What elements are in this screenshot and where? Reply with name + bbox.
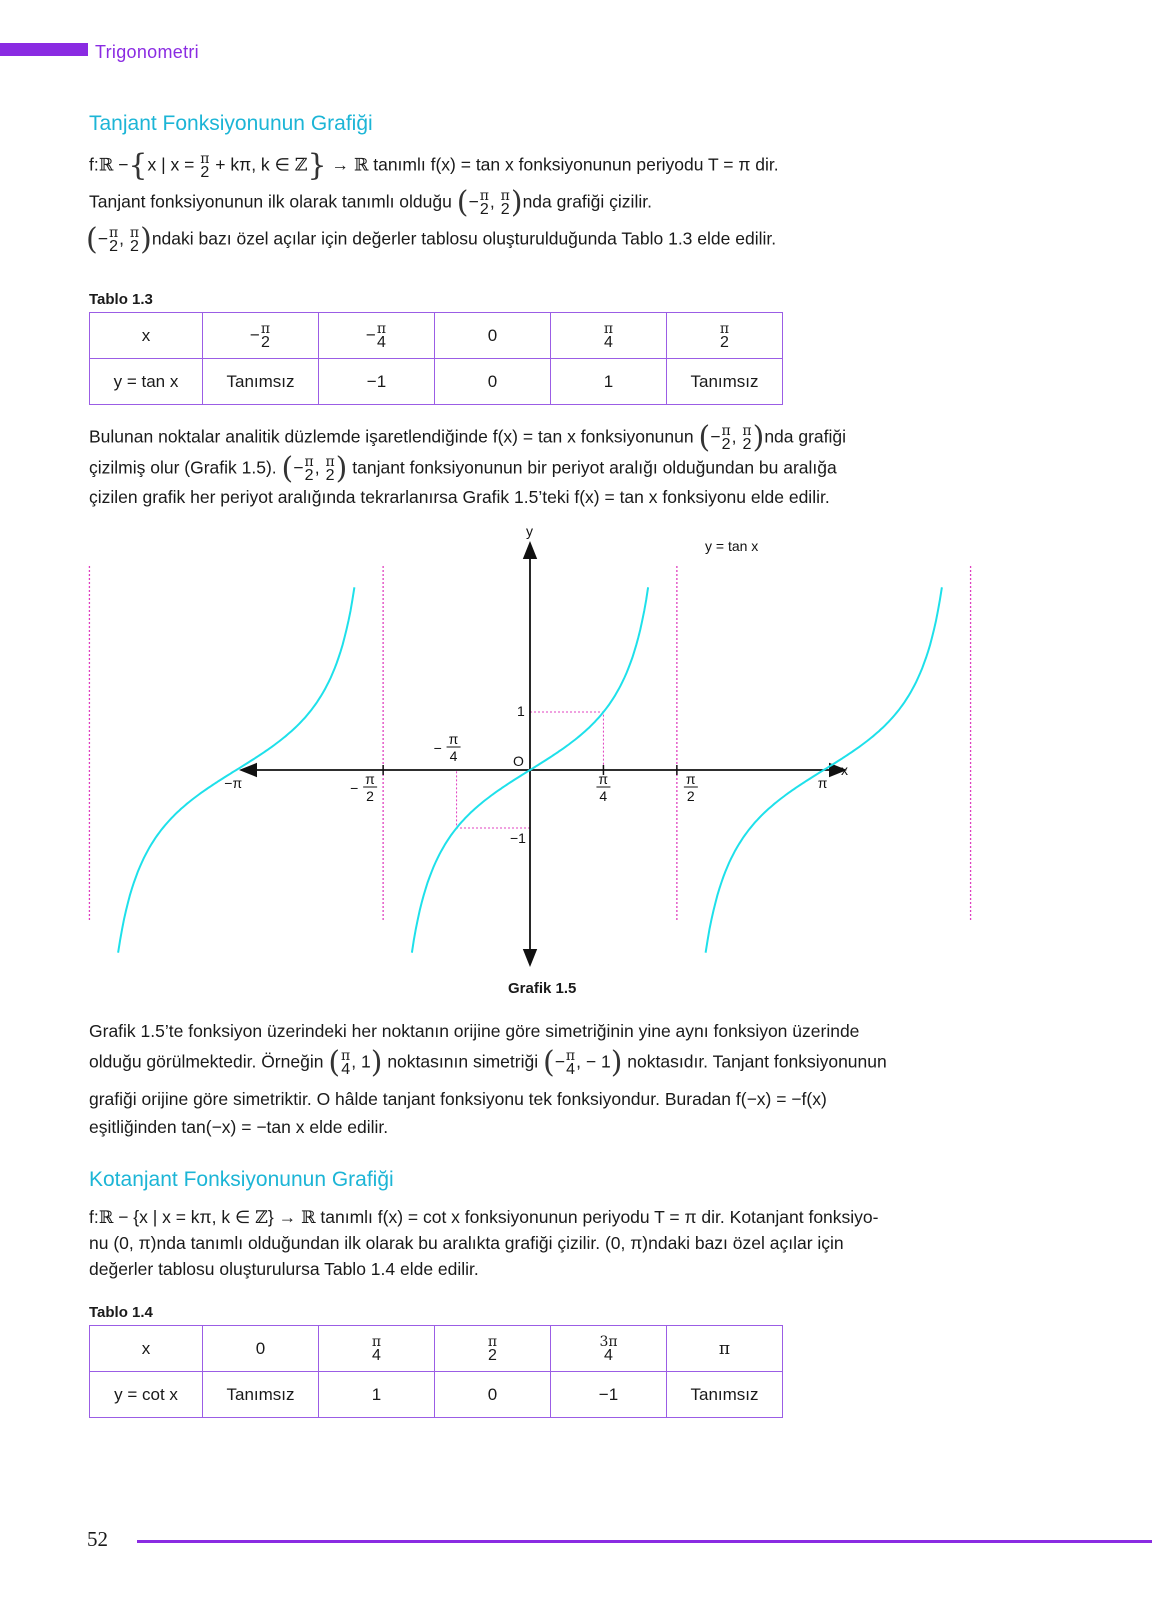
cotangent-definition-line: f:ℝ − {x | x = kπ, k ∈ ℤ} → ℝ tanımlı f(x) = cot x fonksiyonunun periyodu T = π dir. Kotanjant fonksiyo- (89, 1207, 879, 1228)
table-cell: 1 (551, 359, 667, 405)
table-head-y: y = cot x (90, 1372, 203, 1418)
table-cell: − π 2 (203, 313, 319, 359)
x-tick-neg-pi4-num: π (448, 731, 459, 747)
table-cell: Tanımsız (203, 1372, 319, 1418)
x-tick-pi4-den: 4 (599, 788, 608, 804)
y-tick-1: 1 (517, 703, 525, 719)
tangent-definition-line: f:ℝ −{x | x = π 2 + kπ, k ∈ ℤ} → ℝ tanımlı f(x) = tan x fonksiyonunun periyodu T = π dir. (89, 148, 779, 183)
table-cell: π 4 (551, 313, 667, 359)
tangent-values-table (89, 312, 783, 405)
table-row (90, 313, 783, 359)
paragraph-2-line-2: çizilmiş olur (Grafik 1.5). (− π 2 , π 2 ) tanjant fonksiyonunun bir periyot aralığı olduğundan bu aralığa (89, 451, 837, 486)
paragraph-2-line-1: Bulunan noktalar analitik düzlemde işaretlendiğinde f(x) = tan x fonksiyonunun (− π 2 , π 2 )nda grafiği (89, 420, 847, 455)
table-cell: −1 (551, 1372, 667, 1418)
x-tick-pi2-den: 2 (686, 788, 695, 804)
paragraph-3-line-3: grafiği orijine göre simetriktir. O hâlde tanjant fonksiyonu tek fonksiyondur. Buradan f(−x) = −f(x) (89, 1089, 827, 1109)
x-tick-pi2-num: π (685, 771, 696, 787)
axis-labels (224, 523, 848, 846)
table-cell: 0 (435, 359, 551, 405)
table-head-y: y = tan x (90, 359, 203, 405)
x-tick-neg-pi4-den: 4 (449, 748, 458, 764)
table-cell: − π 4 (319, 313, 435, 359)
cotangent-section-title: Kotanjant Fonksiyonunun Grafiği (89, 1168, 394, 1191)
table-row (90, 1372, 783, 1418)
curve-label: y = tan x (705, 538, 759, 554)
x-tick-neg-pi4-sign: − (433, 740, 442, 756)
tangent-table-intro-line: (− π 2 , π 2 )ndaki bazı özel açılar için değerler tablosu oluşturulduğunda Tablo 1.3 elde edilir. (86, 222, 777, 257)
origin-label: O (513, 753, 524, 769)
tangent-interval-line: Tanjant fonksiyonunun ilk olarak tanımlı olduğu (− π 2 , π 2 )nda grafiği çizilir. (89, 185, 652, 220)
paragraph-3-line-4: eşitliğinden tan(−x) = −tan x elde edilir. (89, 1117, 389, 1137)
graph-caption: Grafik 1.5 (508, 980, 577, 997)
table-cell: π 2 (667, 313, 783, 359)
table-cell: 0 (203, 1326, 319, 1372)
table-cell: Tanımsız (667, 359, 783, 405)
cotangent-line-3: değerler tablosu oluşturulursa Tablo 1.4 elde edilir. (89, 1259, 479, 1279)
x-axis-label: x (841, 762, 848, 778)
table-cell: 0 (435, 1372, 551, 1418)
x-tick-neg-pi2-sign: − (350, 780, 359, 796)
guide-point-neg-pi4 (457, 770, 530, 828)
table-cell: π (667, 1326, 783, 1372)
x-tick-neg-pi2-num: π (365, 771, 375, 787)
table-1-4-caption: Tablo 1.4 (89, 1304, 153, 1321)
table-cell: −1 (319, 359, 435, 405)
paragraph-3-line-2: olduğu görülmektedir. Örneğin ( π 4 , 1) noktasının simetriği (− π 4 , − 1) noktasıdır. Tanjant fonksiyonunun (89, 1045, 887, 1080)
y-axis-label: y (526, 523, 533, 539)
table-cell: 0 (435, 313, 551, 359)
table-head-x: x (90, 1326, 203, 1372)
table-cell: 1 (319, 1372, 435, 1418)
x-tick-neg-pi: −π (224, 775, 243, 791)
cotangent-values-table (89, 1325, 783, 1418)
x-tick-pi: π (817, 775, 828, 791)
tangent-section-title: Tanjant Fonksiyonunun Grafiği (89, 112, 373, 135)
cotangent-line-2: nu (0, π)nda tanımlı olduğundan ilk olarak bu aralıkta grafiği çizilir. (0, π)ndaki bazı özel açılar için (89, 1233, 844, 1253)
x-tick-pi4-num: π (598, 771, 609, 787)
x-tick-neg-pi2-den: 2 (366, 788, 374, 804)
paragraph-2-line-3: çizilen grafik her periyot aralığında tekrarlanırsa Grafik 1.5’teki f(x) = tan x fonksiyonu elde edilir. (89, 487, 830, 507)
table-1-3-caption: Tablo 1.3 (89, 291, 153, 308)
guide-point-pi4 (530, 712, 603, 770)
table-cell: π 4 (319, 1326, 435, 1372)
page-number: 52 (87, 1527, 108, 1551)
paragraph-3-line-1: Grafik 1.5’te fonksiyon üzerindeki her noktanın orijine göre simetriğinin yine aynı fonksiyon üzerinde (89, 1021, 860, 1041)
tangent-graph (224, 523, 880, 968)
section-header: Trigonometri (95, 42, 199, 62)
table-cell: Tanımsız (203, 359, 319, 405)
header-accent-bar (0, 43, 88, 56)
footer-rule (137, 1540, 1152, 1543)
table-cell: 3π 4 (551, 1326, 667, 1372)
table-cell: Tanımsız (667, 1372, 783, 1418)
table-row (90, 1326, 783, 1372)
table-head-x: x (90, 313, 203, 359)
table-cell: π 2 (435, 1326, 551, 1372)
y-tick-neg-1: −1 (510, 830, 526, 846)
table-row (90, 359, 783, 405)
